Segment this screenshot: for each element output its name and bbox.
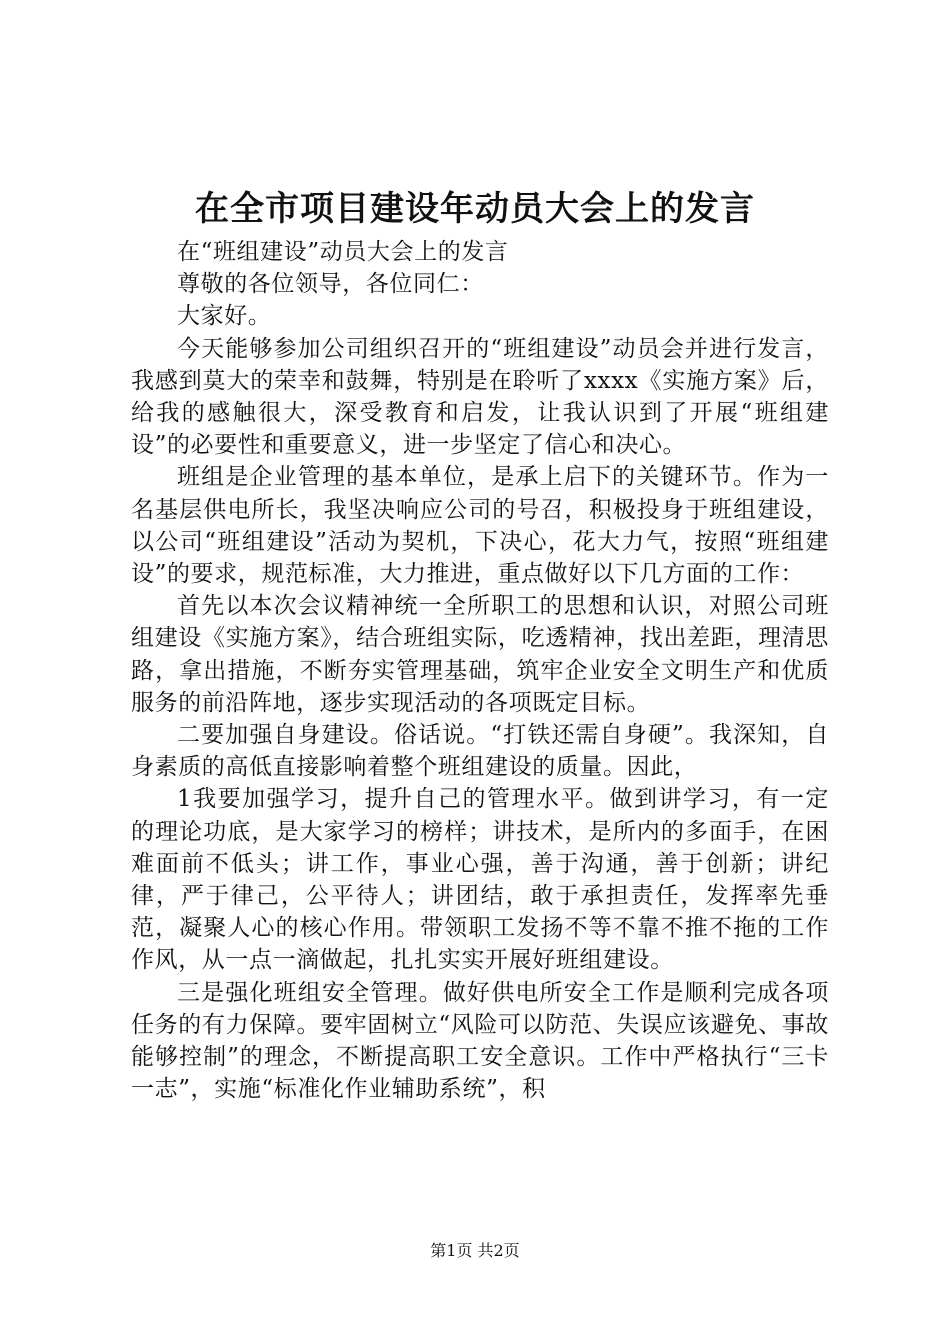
document-title: 在全市项目建设年动员大会上的发言 <box>195 189 755 229</box>
paragraph-safety: 三是强化班组安全管理。做好供电所安全工作是顺利完成各项任务的有力保障。要牢固树立“风险可以防范、失误应该避免、事故能够控制”的理念，不断提高职工安全意识。工作中严格执行“三卡一志”，实施“标准化作业辅助系统”，积 <box>131 979 829 1103</box>
paragraph-greeting: 大家好。 <box>177 303 272 330</box>
document-body <box>131 236 829 1105</box>
paragraph-first-point: 首先以本次会议精神统一全所职工的思想和认识，对照公司班组建设《实施方案》，结合班组实际，吃透精神，找出差距，理清思路，拿出措施，不断夯实管理基础，筑牢企业安全文明生产和优质服务的前沿阵地，逐步实现活动的各项既定目标。 <box>131 593 829 716</box>
paragraph-salutation: 尊敬的各位领导，各位同仁： <box>177 271 484 298</box>
page-number-footer: 第1页 共2页 <box>430 1241 520 1260</box>
paragraph-learning: 1我要加强学习，提升自己的管理水平。做到讲学习，有一定的理论功底，是大家学习的榜样；讲技术，是所内的多面手，在困难面前不低头；讲工作，事业心强，善于沟通，善于创新；讲纪律，严于律己，公平待人；讲团结，敢于承担责任，发挥率先垂范，凝聚人心的核心作用。带领职工发扬不等不靠不推不拖的工作作风，从一点一滴做起，扎扎实实开展好班组建设。 <box>131 786 829 974</box>
paragraph-team-importance: 班组是企业管理的基本单位，是承上启下的关键环节。作为一名基层供电所长，我坚决响应公司的号召，积极投身于班组建设，以公司“班组建设”活动为契机，下决心，花大力气，按照“班组建设”的要求，规范标准，大力推进，重点做好以下几方面的工作： <box>131 464 829 588</box>
paragraph-second-point: 二要加强自身建设。俗话说。“打铁还需自身硬”。我深知，自身素质的高低直接影响着整个班组建设的质量。因此， <box>131 722 829 781</box>
paragraph-speech-subtitle: 在“班组建设”动员大会上的发言 <box>177 239 509 265</box>
paragraph-introduction: 今天能够参加公司组织召开的“班组建设”动员会并进行发言，我感到莫大的荣幸和鼓舞，特别是在聆听了xxxx《实施方案》后，给我的感触很大，深受教育和启发，让我认识到了开展“班组建设”的必要性和重要意义，进一步坚定了信心和决心。 <box>131 335 829 459</box>
